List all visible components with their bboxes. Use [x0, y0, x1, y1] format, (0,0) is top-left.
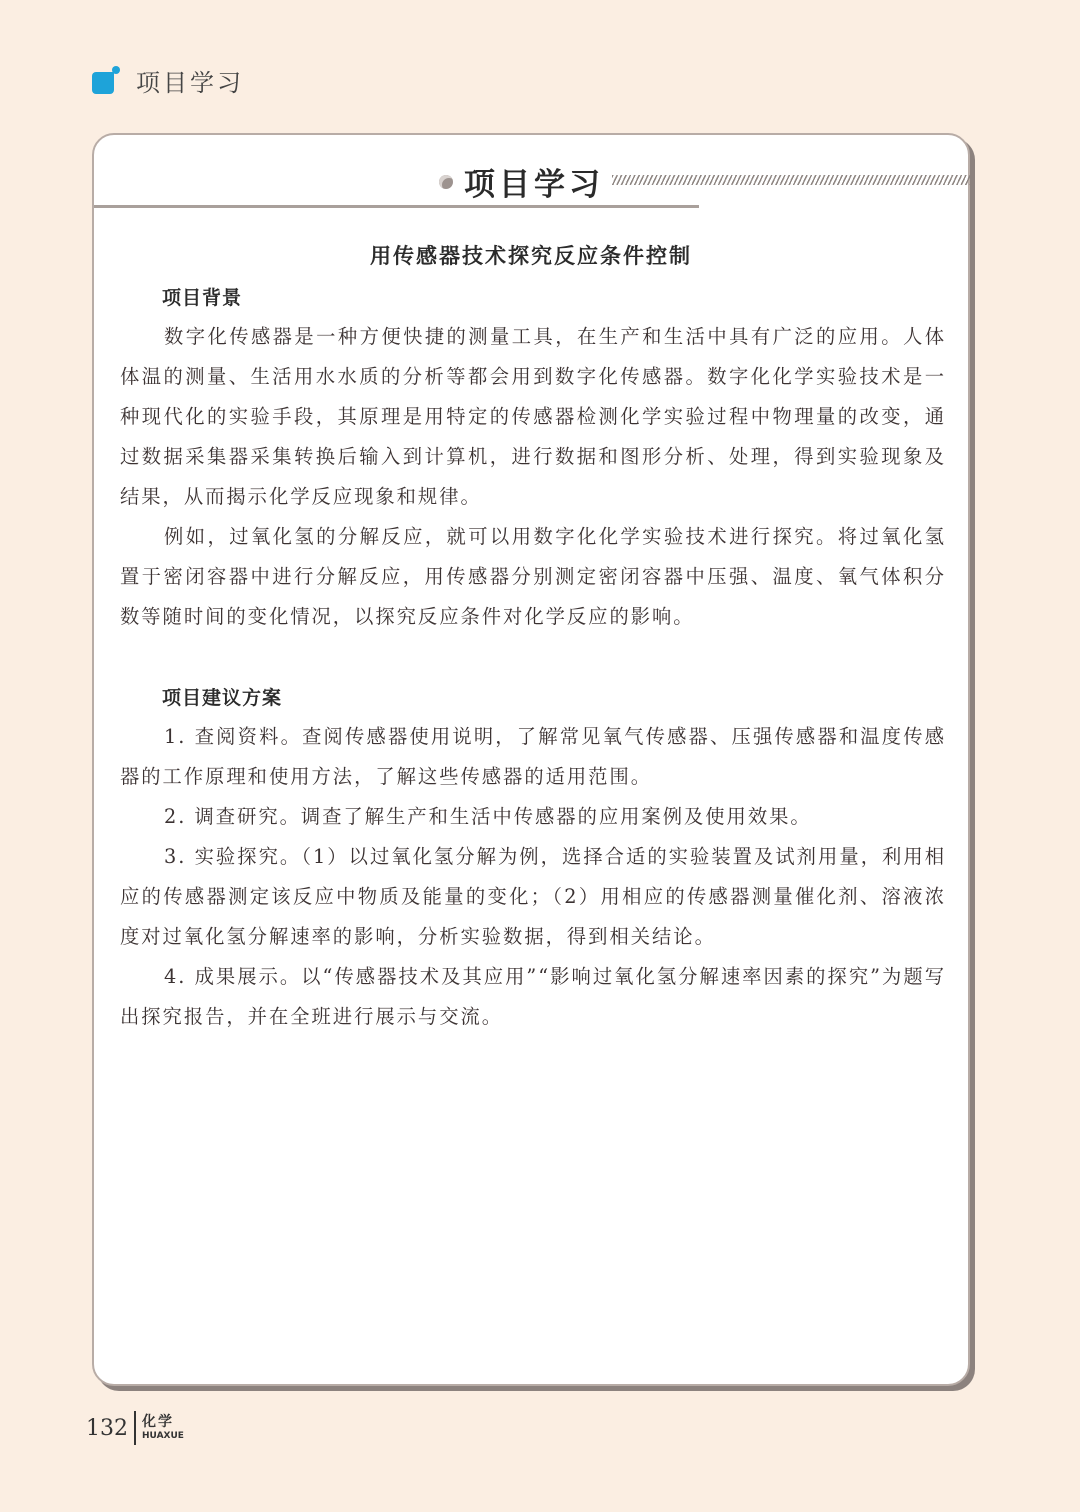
section-heading-plan: 项目建议方案 — [162, 687, 283, 709]
subject-mark — [142, 1415, 184, 1441]
subject-name: 化学 — [142, 1414, 174, 1430]
footer-divider — [134, 1411, 136, 1445]
running-header — [92, 60, 244, 100]
paragraph: 例如，过氧化氢的分解反应，就可以用数字化化学实验技术进行探究。将过氧化氢置于密闭容器中进行分解反应，用传感器分别测定密闭容器中压强、温度、氧气体积分数等随时间的变化情况，以探究反应条件对化学反应的影响。 — [120, 525, 946, 628]
content-panel — [92, 133, 970, 1386]
plan-item: 1. 查阅资料。查阅传感器使用说明，了解常见氧气传感器、压强传感器和温度传感器的工作原理和使用方法，了解这些传感器的适用范围。 — [120, 725, 946, 788]
page-footer — [86, 1408, 184, 1448]
page-number: 132 — [86, 1415, 128, 1441]
panel-title: 项目学习 — [464, 167, 604, 203]
document-heading: 用传感器技术探究反应条件控制 — [370, 244, 692, 268]
chapter-badge-icon — [92, 66, 120, 94]
paragraph: 数字化传感器是一种方便快捷的测量工具，在生产和生活中具有广泛的应用。人体体温的测量、生活用水水质的分析等都会用到数字化传感器。数字化化学实验技术是一种现代化的实验手段，其原理是用特定的传感器检测化学实验过程中物理量的改变，通过数据采集器采集转换后输入到计算机，进行数据和图形分析、处理，得到实验现象及结果，从而揭示化学反应现象和规律。 — [120, 325, 946, 508]
plan-item: 2. 调查研究。调查了解生产和生活中传感器的应用案例及使用效果。 — [164, 805, 812, 828]
running-header-label: 项目学习 — [136, 68, 244, 97]
title-underline — [94, 205, 699, 208]
hatch-decoration — [612, 175, 970, 185]
panel-title-bar — [94, 165, 968, 215]
plan-item: 4. 成果展示。以“传感器技术及其应用”“影响过氧化氢分解速率因素的探究”为题写出探究报告，并在全班进行展示与交流。 — [120, 965, 946, 1028]
plan-item: 3. 实验探究。（1）以过氧化氢分解为例，选择合适的实验装置及试剂用量，利用相应的传感器测定该反应中物质及能量的变化；（2）用相应的传感器测量催化剂、溶液浓度对过氧化氢分解速率的影响，分析实验数据，得到相关结论。 — [120, 845, 946, 948]
section-heading-background: 项目背景 — [162, 287, 243, 309]
bullet-ornament-icon — [439, 175, 453, 189]
subject-pinyin: HUAXUE — [142, 1431, 184, 1441]
